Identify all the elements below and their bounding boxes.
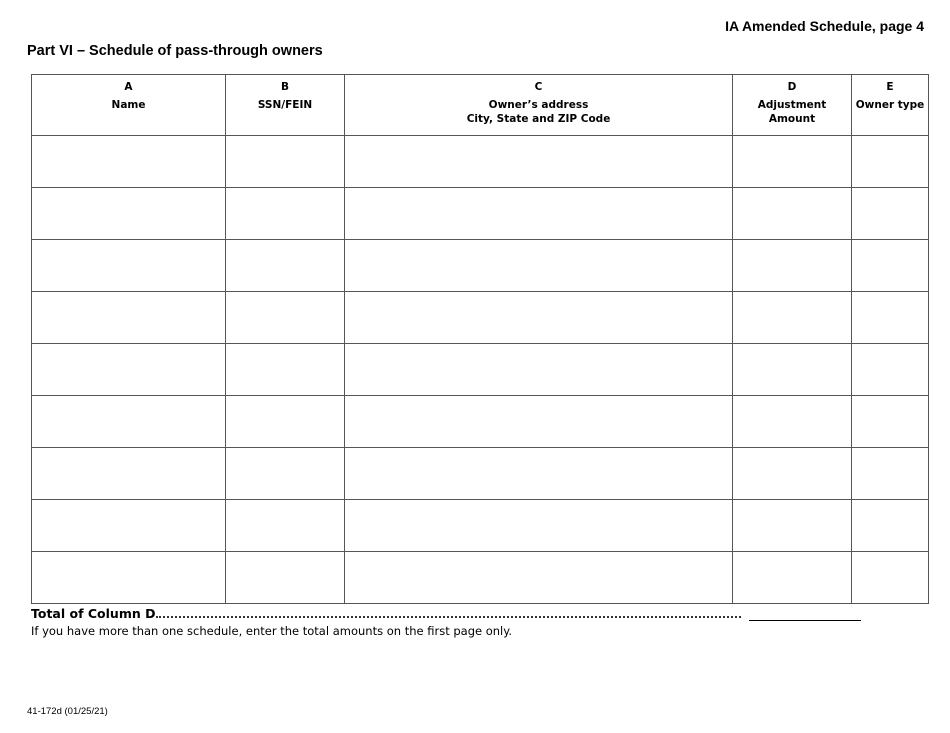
table-row: [32, 552, 929, 604]
table-header-row: [32, 75, 929, 136]
name-cell[interactable]: [32, 136, 226, 188]
section-title: Part VI – Schedule of pass-through owners: [27, 43, 323, 59]
adjustment-amount-cell[interactable]: [733, 344, 852, 396]
address-cell[interactable]: [345, 552, 733, 604]
adjustment-amount-cell[interactable]: [733, 552, 852, 604]
total-label: Total of Column D: [31, 606, 156, 621]
ssn-fein-cell[interactable]: [226, 344, 345, 396]
owner-type-cell[interactable]: [852, 188, 929, 240]
column-header-address: [345, 75, 733, 136]
table-row: [32, 136, 929, 188]
owner-type-cell[interactable]: [852, 500, 929, 552]
column-letter: D: [787, 81, 797, 93]
column-sublabel: City, State and ZIP Code: [466, 113, 611, 125]
table-row: [32, 396, 929, 448]
table-row: [32, 240, 929, 292]
address-cell[interactable]: [345, 136, 733, 188]
name-cell[interactable]: [32, 292, 226, 344]
name-cell[interactable]: [32, 448, 226, 500]
total-column-d-line: [31, 603, 861, 621]
owner-type-cell[interactable]: [852, 292, 929, 344]
ssn-fein-cell[interactable]: [226, 448, 345, 500]
adjustment-amount-cell[interactable]: [733, 396, 852, 448]
column-label: Adjustment Amount: [757, 99, 827, 125]
column-letter: C: [534, 81, 543, 93]
ssn-fein-cell[interactable]: [226, 240, 345, 292]
ssn-fein-cell[interactable]: [226, 396, 345, 448]
adjustment-amount-cell[interactable]: [733, 188, 852, 240]
name-cell[interactable]: [32, 396, 226, 448]
pass-through-owners-table: [31, 74, 929, 604]
column-header-adjustment-amount: [733, 75, 852, 136]
address-cell[interactable]: [345, 240, 733, 292]
column-letter: A: [124, 81, 133, 93]
ssn-fein-cell[interactable]: [226, 188, 345, 240]
adjustment-amount-cell[interactable]: [733, 292, 852, 344]
name-cell[interactable]: [32, 552, 226, 604]
name-cell[interactable]: [32, 188, 226, 240]
owner-type-cell[interactable]: [852, 552, 929, 604]
owner-type-cell[interactable]: [852, 240, 929, 292]
table-row: [32, 500, 929, 552]
instruction-note: If you have more than one schedule, enter the total amounts on the first page only.: [31, 624, 513, 638]
column-header-name: [32, 75, 226, 136]
name-cell[interactable]: [32, 344, 226, 396]
column-label: Owner’s address: [488, 99, 589, 111]
column-label: SSN/FEIN: [257, 99, 313, 111]
name-cell[interactable]: [32, 500, 226, 552]
form-id: 41-172d (01/25/21): [27, 706, 108, 717]
page-header-title: IA Amended Schedule, page 4: [725, 18, 924, 34]
adjustment-amount-cell[interactable]: [733, 136, 852, 188]
table-row: [32, 292, 929, 344]
owner-type-cell[interactable]: [852, 344, 929, 396]
owner-type-cell[interactable]: [852, 396, 929, 448]
address-cell[interactable]: [345, 188, 733, 240]
name-cell[interactable]: [32, 240, 226, 292]
table-row: [32, 188, 929, 240]
total-column-d-field[interactable]: [749, 606, 861, 621]
owner-type-cell[interactable]: [852, 136, 929, 188]
column-label: Name: [111, 99, 146, 111]
adjustment-amount-cell[interactable]: [733, 500, 852, 552]
address-cell[interactable]: [345, 500, 733, 552]
address-cell[interactable]: [345, 292, 733, 344]
address-cell[interactable]: [345, 396, 733, 448]
ssn-fein-cell[interactable]: [226, 292, 345, 344]
column-letter: E: [886, 81, 894, 93]
ssn-fein-cell[interactable]: [226, 552, 345, 604]
address-cell[interactable]: [345, 448, 733, 500]
column-label: Owner type: [855, 99, 925, 111]
column-letter: B: [280, 81, 289, 93]
dot-leader: [156, 614, 741, 618]
table-row: [32, 448, 929, 500]
address-cell[interactable]: [345, 344, 733, 396]
adjustment-amount-cell[interactable]: [733, 240, 852, 292]
table-row: [32, 344, 929, 396]
column-header-ssn-fein: [226, 75, 345, 136]
adjustment-amount-cell[interactable]: [733, 448, 852, 500]
ssn-fein-cell[interactable]: [226, 500, 345, 552]
column-header-owner-type: [852, 75, 929, 136]
owner-type-cell[interactable]: [852, 448, 929, 500]
ssn-fein-cell[interactable]: [226, 136, 345, 188]
